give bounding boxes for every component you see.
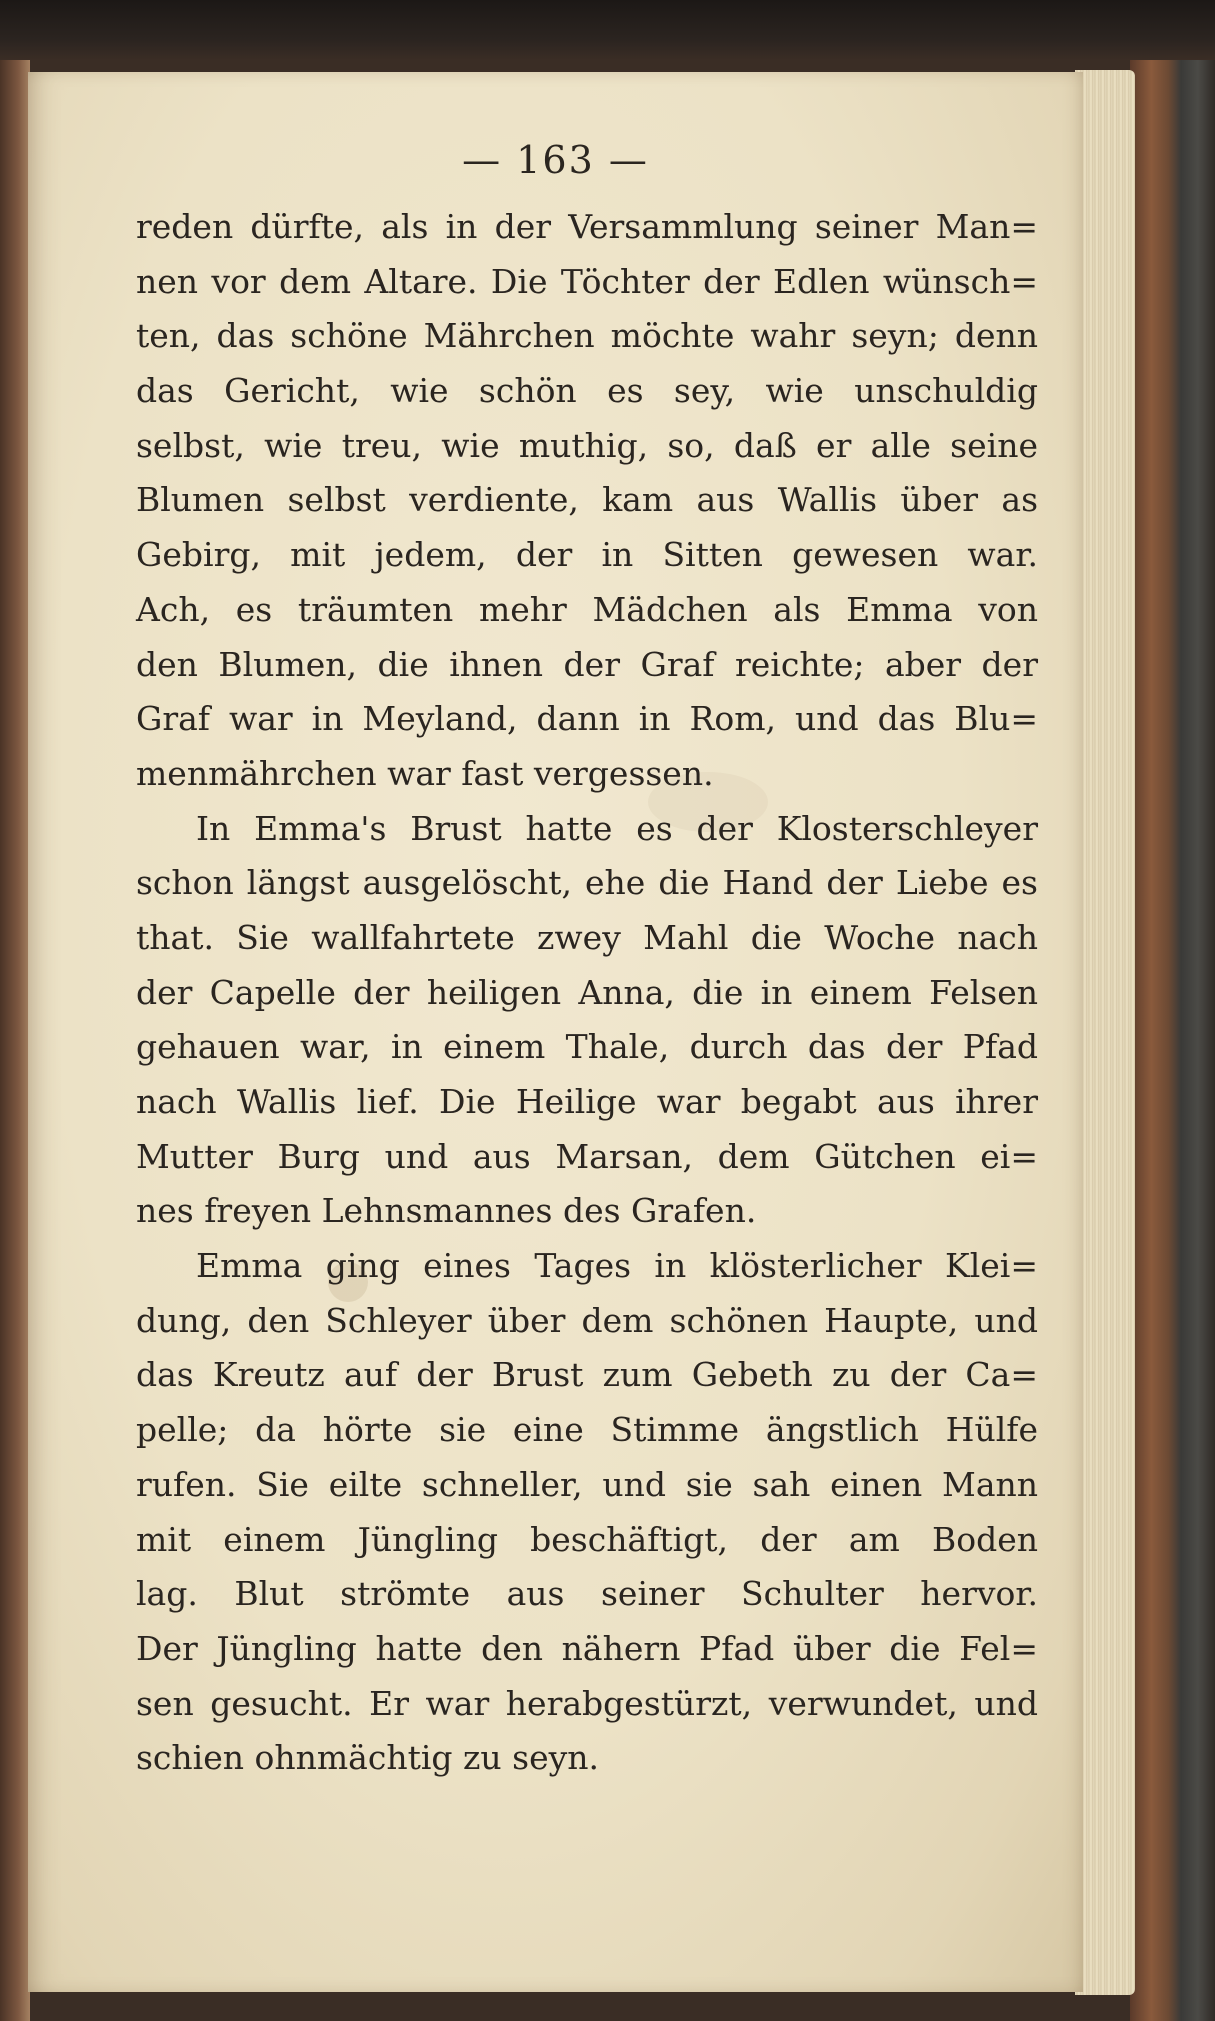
text-line: Graf war in Meyland, dann in Rom, und das Blu= [136, 699, 1038, 739]
paragraph [136, 802, 1038, 1240]
text-line: der Capelle der heiligen Anna, die in einem Felsen [136, 972, 1038, 1012]
text-line: In Emma's Brust hatte es der Klosterschleyer [196, 808, 1038, 848]
text-line: schon längst ausgelöscht, ehe die Hand der Liebe es [136, 863, 1038, 903]
text-line: reden dürfte, als in der Versammlung seiner Man= [136, 207, 1038, 246]
text-line: Ach, es träumten mehr Mädchen als Emma von [136, 589, 1038, 629]
book-page [28, 72, 1083, 1992]
book-cover-right [1130, 60, 1215, 2021]
text-line: mit einem Jüngling beschäftigt, der am Boden [136, 1519, 1038, 1559]
page-edges [1075, 70, 1135, 1995]
text-line: nes freyen Lehnsmannes des Grafen. [136, 1191, 757, 1231]
text-line: nach Wallis lief. Die Heilige war begabt aus ihrer [136, 1082, 1038, 1121]
book-cover-left [0, 60, 30, 2021]
text-line: das Gericht, wie schön es sey, wie unschuldig [136, 371, 1038, 411]
paragraph [136, 1239, 1038, 1786]
text-line: selbst, wie treu, wie muthig, so, daß er alle seine [136, 425, 1038, 465]
text-line: sen gesucht. Er war herabgestürzt, verwundet, und [136, 1683, 1038, 1723]
body-text [136, 200, 1038, 1786]
text-line: Blumen selbst verdiente, kam aus Wallis über as [136, 480, 1038, 520]
text-line: das Kreutz auf der Brust zum Gebeth zu der Ca= [136, 1355, 1038, 1395]
text-line: Gebirg, mit jedem, der in Sitten gewesen war. [136, 535, 1038, 575]
text-line: ten, das schöne Mährchen möchte wahr seyn; denn [136, 316, 1038, 356]
text-line: nen vor dem Altare. Die Töchter der Edlen wünsch= [136, 261, 1038, 301]
text-line: Der Jüngling hatte den nähern Pfad über die Fel= [136, 1628, 1038, 1668]
text-line: pelle; da hörte sie eine Stimme ängstlich Hülfe [136, 1410, 1038, 1450]
text-line: gehauen war, in einem Thale, durch das der Pfad [136, 1027, 1038, 1067]
text-line: schien ohnmächtig zu seyn. [136, 1738, 599, 1778]
paragraph [136, 200, 1038, 802]
text-line: den Blumen, die ihnen der Graf reichte; aber der [136, 644, 1038, 684]
page-number: — 163 — [462, 138, 649, 182]
text-line: that. Sie wallfahrtete zwey Mahl die Woche nach [136, 917, 1038, 957]
text-line: Emma ging eines Tages in klösterlicher Klei= [196, 1246, 1038, 1286]
text-line: lag. Blut strömte aus seiner Schulter hervor. [136, 1574, 1038, 1614]
text-line: Mutter Burg und aus Marsan, dem Gütchen ei= [136, 1136, 1038, 1176]
text-line: dung, den Schleyer über dem schönen Haupte, und [136, 1300, 1038, 1340]
text-line: menmährchen war fast vergessen. [136, 753, 714, 793]
text-line: rufen. Sie eilte schneller, und sie sah einen Mann [136, 1464, 1038, 1504]
